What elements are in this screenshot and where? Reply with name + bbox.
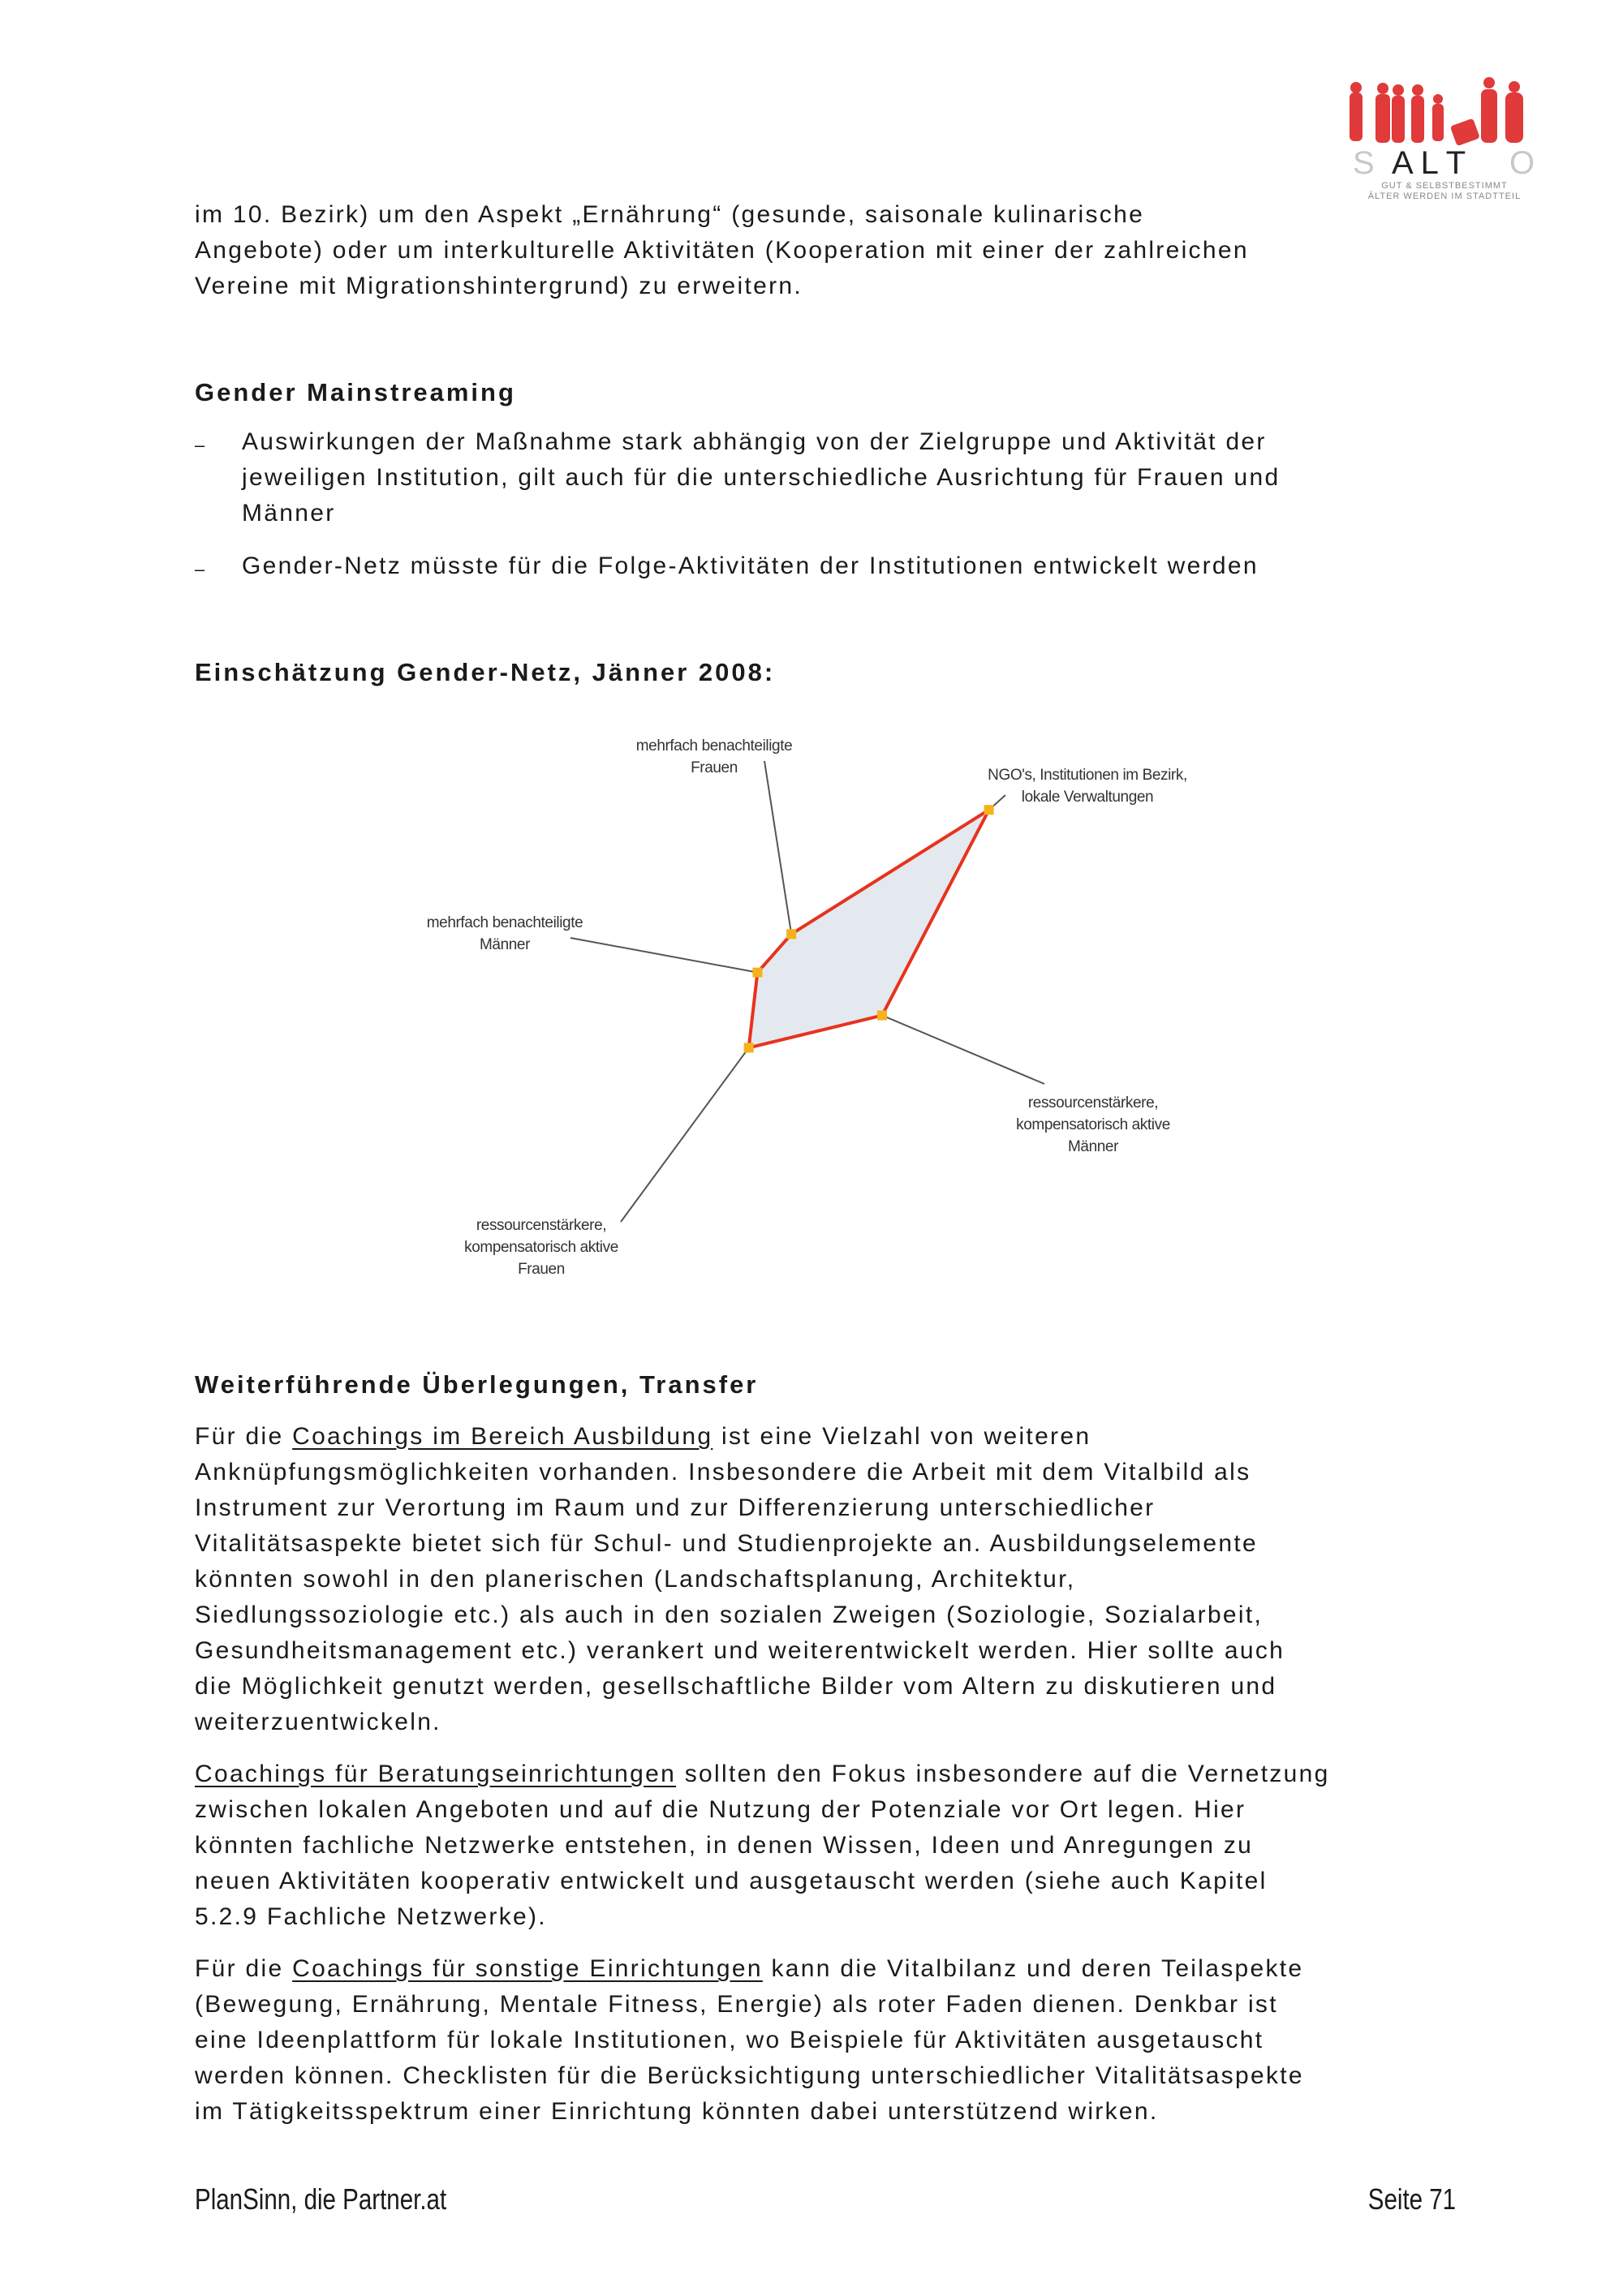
radar-point <box>744 1043 754 1052</box>
axis-label: ressourcenstärkere, <box>1027 1094 1159 1112</box>
axis-label: kompensatorisch aktive <box>1016 1116 1170 1134</box>
bullet-dash: – <box>195 559 205 579</box>
link-coachings-sonstige[interactable]: Coachings für sonstige Einrichtungen <box>292 1955 763 1982</box>
paragraph-line: könnten fachliche Netzwerke entstehen, in denen Wissen, Ideen und Anregungen zu <box>195 1832 1254 1859</box>
axis-label: Männer <box>479 936 531 954</box>
radar-point <box>786 929 796 939</box>
paragraph-line: Instrument zur Verortung im Raum und zur Differenzierung unterschiedlicher <box>195 1494 1156 1521</box>
text: kann die Vitalbilanz und deren Teilaspekte <box>762 1955 1304 1982</box>
heading-assessment: Einschätzung Gender-Netz, Jänner 2008: <box>195 658 776 686</box>
intro-line: im 10. Bezirk) um den Aspekt „Ernährung“ (gesunde, saisonale kulinarische <box>195 201 1145 228</box>
people-silhouettes-icon <box>1350 77 1523 146</box>
bullet-line: jeweiligen Institution, gilt auch für die unterschiedliche Ausrichtung für Frauen und <box>242 464 1281 491</box>
paragraph-line <box>195 1425 1091 1449</box>
link-coachings-beratung[interactable]: Coachings für Beratungseinrichtungen <box>195 1761 677 1787</box>
paragraph-line <box>195 1762 1330 1786</box>
paragraph-line <box>195 1957 1303 1981</box>
radar-area <box>749 810 989 1047</box>
paragraph-line: Anknüpfungsmöglichkeiten vorhanden. Insbesondere die Arbeit mit dem Vitalbild als <box>195 1459 1251 1486</box>
paragraph-line: werden können. Checklisten für die Berücksichtigung unterschiedlicher Vitalitätsaspekte <box>195 2062 1304 2089</box>
axis-label: Frauen <box>691 759 738 777</box>
axis-label: mehrfach benachteiligte <box>635 737 793 755</box>
paragraph-line: Gesundheitsmanagement etc.) verankert und weiterentwickelt werden. Hier sollte auch <box>195 1637 1285 1664</box>
link-coachings-ausbildung[interactable]: Coachings im Bereich Ausbildung <box>292 1423 713 1450</box>
text: Für die <box>195 1423 293 1450</box>
logo-letters-alt: A L T <box>1392 145 1466 181</box>
radar-point <box>984 805 994 815</box>
paragraph-line: im Tätigkeitsspektrum einer Einrichtung könnten dabei unterstützend wirken. <box>195 2098 1159 2125</box>
logo-letter-o: O <box>1509 145 1535 181</box>
radar-point <box>752 968 762 978</box>
paragraph-line: Siedlungssoziologie etc.) als auch in den sozialen Zweigen (Soziologie, Sozialarbeit, <box>195 1602 1264 1628</box>
paragraph-line: die Möglichkeit genutzt werden, gesellschaftliche Bilder vom Altern zu diskutieren und <box>195 1673 1277 1700</box>
axis-label: mehrfach benachteiligte <box>426 914 583 932</box>
heading-transfer: Weiterführende Überlegungen, Transfer <box>195 1370 759 1399</box>
footer-page-number: Seite 71 <box>1367 2182 1456 2216</box>
bullet-dash: – <box>195 435 205 455</box>
bullet-line: Männer <box>242 500 336 527</box>
paragraph-line: 5.2.9 Fachliche Netzwerke). <box>195 1903 547 1930</box>
text: sollten den Fokus insbesondere auf die Vernetzung <box>676 1761 1330 1787</box>
paragraph-line: Vitalitätsaspekte bietet sich für Schul- und Studienprojekte an. Ausbildungselemente <box>195 1530 1259 1557</box>
logo-tagline-1: GUT & SELBSTBESTIMMT <box>1381 181 1508 191</box>
axis-label: Männer <box>1067 1138 1119 1156</box>
axis-label: NGO's, Institutionen im Bezirk, <box>988 767 1187 785</box>
text: Für die <box>195 1955 293 1982</box>
intro-line: Vereine mit Migrationshintergrund) zu erweitern. <box>195 273 803 299</box>
axis-label: Frauen <box>518 1261 565 1279</box>
paragraph-line: weiterzuentwickeln. <box>195 1709 441 1735</box>
radar-point <box>877 1011 887 1021</box>
paragraph-line: könnten sowohl in den planerischen (Landschaftsplanung, Architektur, <box>195 1566 1076 1593</box>
axis-label: lokale Verwaltungen <box>1021 789 1154 806</box>
axis-label: ressourcenstärkere, <box>476 1217 607 1235</box>
radar-chart <box>406 714 1217 1298</box>
logo-tagline-2: ÄLTER WERDEN IM STADTTEIL <box>1367 191 1522 201</box>
axis-label: kompensatorisch aktive <box>464 1239 618 1257</box>
paragraph-line: zwischen lokalen Angeboten und auf die Nutzung der Potenziale vor Ort legen. Hier <box>195 1796 1246 1823</box>
paragraph-line: neuen Aktivitäten kooperativ entwickelt und ausgetauscht werden (siehe auch Kapitel <box>195 1868 1268 1894</box>
salto-logo <box>1343 75 1546 204</box>
bullet-line: Gender-Netz müsste für die Folge-Aktivitäten der Institutionen entwickelt werden <box>242 553 1259 579</box>
paragraph-line: eine Ideenplattform für lokale Institutionen, wo Beispiele für Aktivitäten ausgetauscht <box>195 2027 1264 2053</box>
footer-left: PlanSinn, die Partner.at <box>195 2182 447 2216</box>
paragraph-line: (Bewegung, Ernährung, Mentale Fitness, Energie) als roter Faden dienen. Denkbar ist <box>195 1991 1278 2018</box>
bullet-line: Auswirkungen der Maßnahme stark abhängig von der Zielgruppe und Aktivität der <box>242 428 1267 455</box>
logo-letter-s: S <box>1353 145 1375 181</box>
text: ist eine Vielzahl von weiteren <box>712 1423 1091 1450</box>
intro-line: Angebote) oder um interkulturelle Aktivitäten (Kooperation mit einer der zahlreichen <box>195 237 1249 264</box>
heading-gender-mainstreaming: Gender Mainstreaming <box>195 378 516 406</box>
